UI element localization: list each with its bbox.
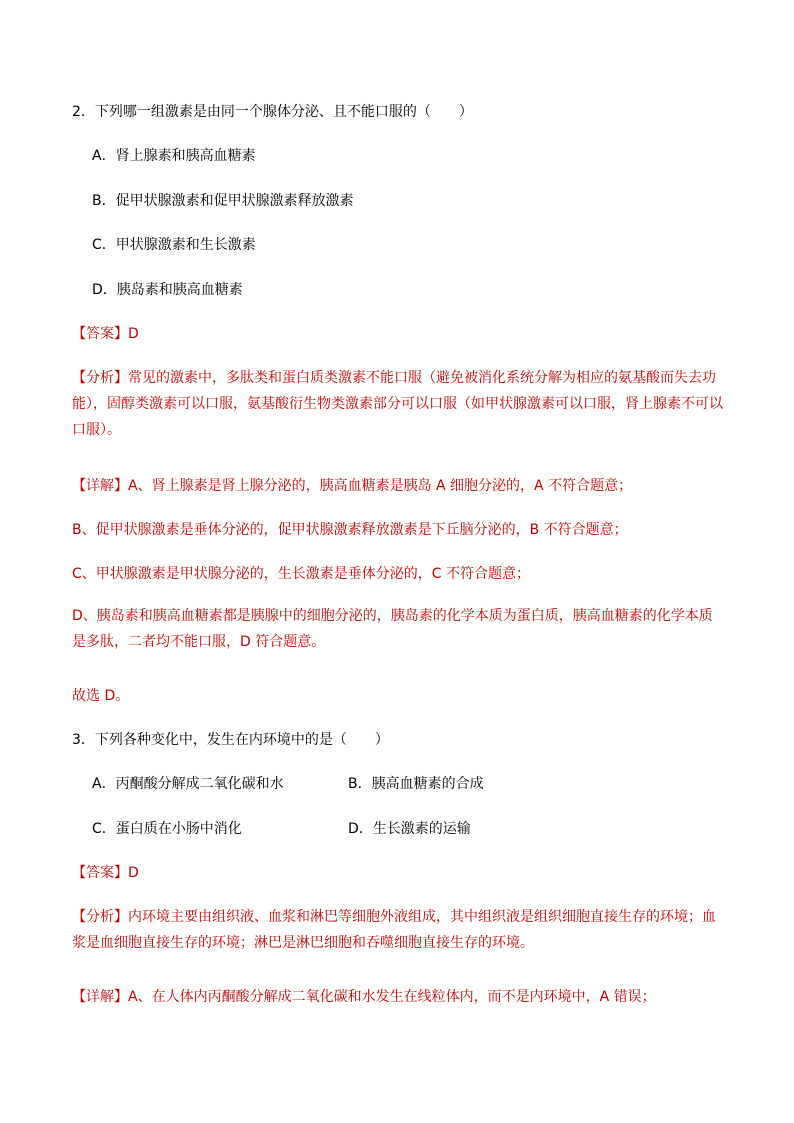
analysis-tag: 【分析】 [72, 370, 128, 386]
question-2-stem: 2．下列哪一组激素是由同一个腺体分泌、且不能口服的（ ） [72, 104, 473, 120]
question-2-option-d: D．胰岛素和胰高血糖素 [92, 282, 243, 298]
question-3-detail-a [72, 987, 656, 1007]
question-3-analysis [72, 904, 724, 956]
analysis-text: 常见的激素中，多肽类和蛋白质类激素不能口服（避免被消化系统分解为相应的氨基酸而失去功能），固醇类激素可以口服，氨基酸衍生物类激素部分可以口服（如甲状腺激素可以口服，肾上腺素不可以口服）。 [72, 370, 723, 438]
analysis-tag: 【分析】 [72, 909, 128, 925]
answer-tag: 【答案】 [72, 865, 128, 881]
question-2-option-c: C．甲状腺激素和生长激素 [92, 237, 256, 253]
detail-text: A、肾上腺素是肾上腺分泌的，胰高血糖素是胰岛 A 细胞分泌的，A 不符合题意； [128, 478, 633, 494]
question-3-stem: 3．下列各种变化中，发生在内环境中的是（ ） [72, 732, 389, 748]
question-2-detail-c: C、甲状腺激素是甲状腺分泌的，生长激素是垂体分泌的，C 不符合题意； [72, 566, 530, 582]
detail-text: A、在人体内丙酮酸分解成二氧化碳和水发生在线粒体内，而不是内环境中，A 错误； [128, 989, 656, 1005]
question-2-answer [72, 324, 139, 344]
detail-tag: 【详解】 [72, 478, 128, 494]
question-2-option-b: B．促甲状腺激素和促甲状腺激素释放激素 [92, 193, 354, 209]
question-2-conclusion: 故选 D。 [72, 688, 130, 704]
analysis-text: 内环境主要由组织液、血浆和淋巴等细胞外液组成，其中组织液是组织细胞直接生存的环境；血浆是血细胞直接生存的环境；淋巴是淋巴细胞和吞噬细胞直接生存的环境。 [72, 909, 716, 951]
detail-tag: 【详解】 [72, 989, 128, 1005]
question-3-option-b: B．胰高血糖素的合成 [348, 776, 484, 792]
answer-value: D [128, 326, 139, 342]
question-2-detail-a [72, 476, 632, 496]
question-3-option-c: C．蛋白质在小肠中消化 [92, 821, 242, 837]
answer-value: D [128, 865, 139, 881]
question-3-answer [72, 863, 139, 883]
answer-tag: 【答案】 [72, 326, 128, 342]
question-2-detail-d: D、胰岛素和胰高血糖素都是胰腺中的细胞分泌的，胰岛素的化学本质为蛋白质，胰高血糖素的化学本质是多肽，二者均不能口服，D 符合题意。 [72, 608, 713, 650]
question-2-analysis [72, 365, 724, 443]
question-3-option-a: A．丙酮酸分解成二氧化碳和水 [92, 776, 284, 792]
question-3-option-d: D．生长激素的运输 [348, 821, 471, 837]
question-2-detail-b: B、促甲状腺激素是垂体分泌的，促甲状腺激素释放激素是下丘脑分泌的，B 不符合题意； [72, 522, 628, 538]
question-2-option-a: A．肾上腺素和胰高血糖素 [92, 148, 256, 164]
